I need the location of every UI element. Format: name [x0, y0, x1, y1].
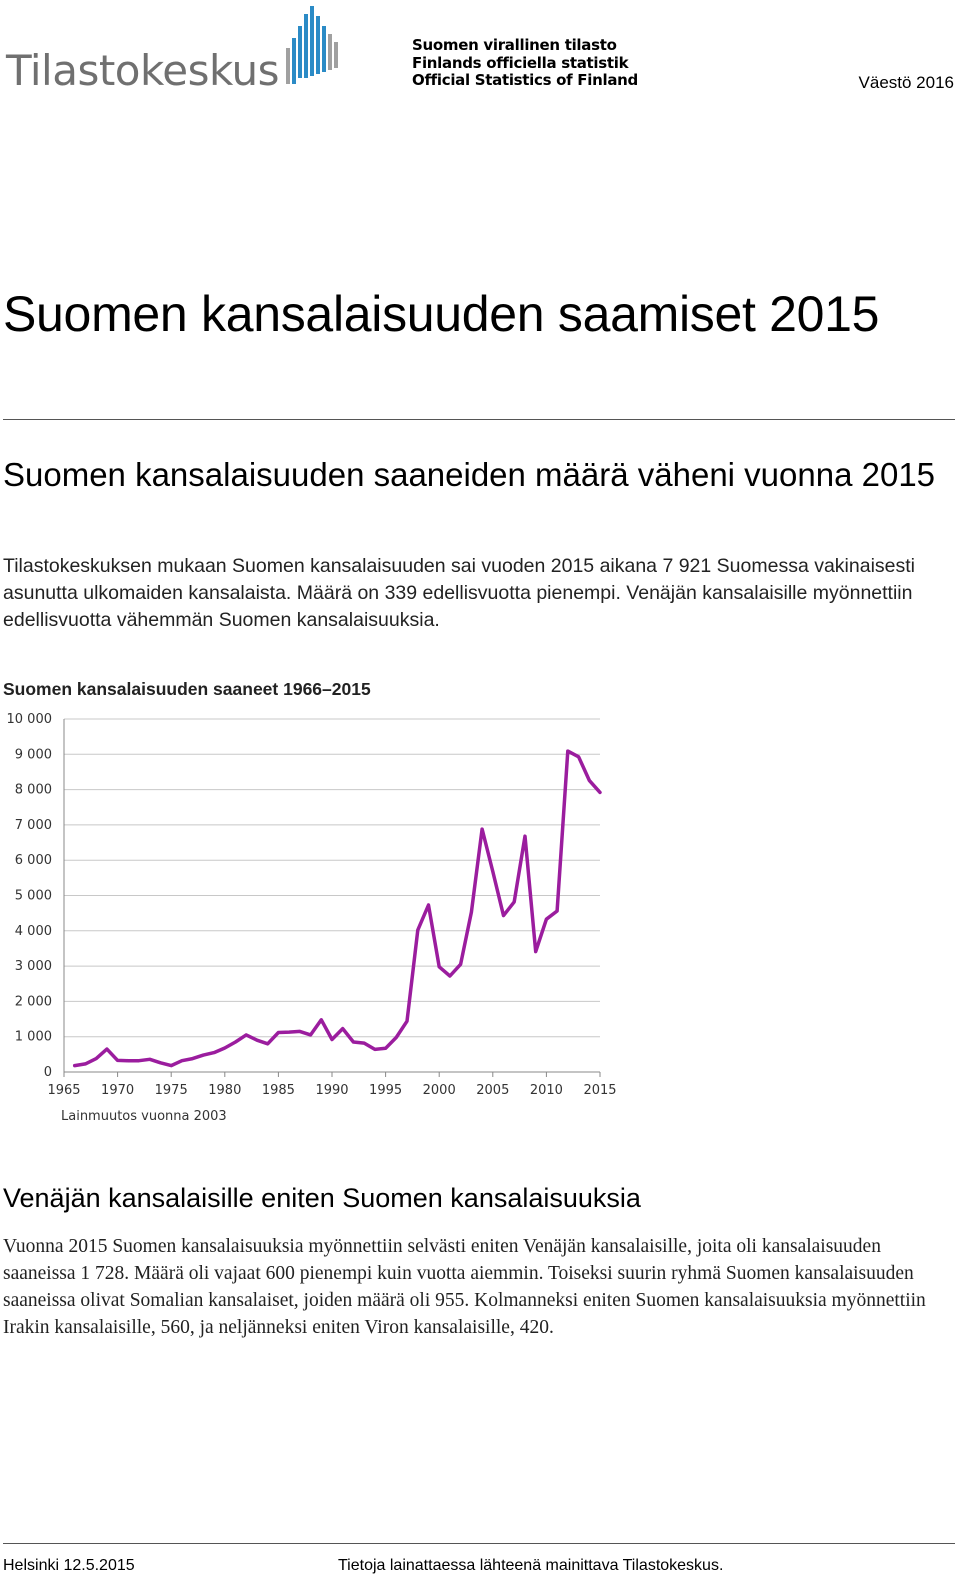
x-tick-label: 1970 — [101, 1083, 135, 1098]
y-tick-label: 8 000 — [14, 782, 52, 798]
x-tick-label: 2005 — [476, 1083, 510, 1098]
page-title: Suomen kansalaisuuden saamiset 2015 — [3, 286, 880, 342]
official-line-en: Official Statistics of Finland — [412, 71, 638, 89]
x-tick-label: 1975 — [154, 1083, 188, 1098]
x-tick-label: 1965 — [47, 1083, 81, 1098]
page-header — [0, 0, 960, 110]
x-tick-label: 1985 — [261, 1083, 295, 1098]
y-tick-label: 7 000 — [14, 817, 52, 833]
logo-wordmark: Tilastokeskus — [6, 46, 280, 95]
y-tick-label: 10 000 — [6, 712, 52, 727]
series-label: Väestö 2016 — [858, 73, 954, 92]
x-tick-label: 1995 — [369, 1083, 403, 1098]
y-tick-label: 5 000 — [14, 888, 52, 904]
lead-paragraph: Tilastokeskuksen mukaan Suomen kansalaisuuden sai vuoden 2015 aikana 7 921 Suomessa vakinaisesti asunutta ulkomaiden kansalaista. Määrä on 339 edellisvuotta pienempi. Venäjän kansalaisille myönnettiin edellisvuotta vähemmän Suomen kansalaisuuksia. — [3, 555, 916, 631]
chart-canvas — [0, 712, 640, 1142]
y-tick-label: 2 000 — [14, 994, 52, 1010]
official-line-fi: Suomen virallinen tilasto — [412, 36, 617, 54]
x-tick-label: 1980 — [208, 1083, 242, 1098]
tilastokeskus-logo — [6, 4, 336, 94]
footer-source-note: Tietoja lainattaessa lähteenä mainittava Tilastokeskus. — [338, 1557, 724, 1574]
y-tick-label: 9 000 — [14, 747, 52, 763]
bar-graph-logo-icon — [284, 4, 344, 88]
y-tick-label: 6 000 — [14, 853, 52, 869]
footer-divider — [3, 1543, 955, 1544]
chart-title: Suomen kansalaisuuden saaneet 1966–2015 — [3, 679, 371, 699]
section-heading-russia: Venäjän kansalaisille eniten Suomen kansalaisuuksia — [3, 1183, 641, 1213]
x-tick-label: 1990 — [315, 1083, 349, 1098]
citizenship-line-chart — [0, 712, 640, 1142]
body-paragraph: Vuonna 2015 Suomen kansalaisuuksia myönnettiin selvästi eniten Venäjän kansalaisille, joita oli kansalaisuuden saaneissa 1 728. Määrä oli vajaat 600 pienempi kuin vuotta aiemmin. Toiseksi suurin ryhmä Suomen kansalaisuuden saaneissa olivat Somalian kansalaiset, joiden määrä oli 955. Kolmanneksi eniten Suomen kansalaisuuksia myönnettiin Irakin kansalaisille, 560, ja neljänneksi eniten Viron kansalaisille, 420. — [3, 1236, 926, 1338]
y-tick-label: 4 000 — [14, 923, 52, 939]
x-tick-label: 2010 — [529, 1083, 563, 1098]
x-tick-label: 2015 — [583, 1083, 617, 1098]
series-line — [75, 751, 600, 1066]
official-line-sv: Finlands officiella statistik — [412, 53, 629, 72]
y-tick-label: 1 000 — [14, 1029, 52, 1045]
y-tick-label: 0 — [43, 1065, 52, 1080]
official-statistics-label — [412, 37, 638, 90]
x-tick-label: 2000 — [422, 1083, 456, 1098]
title-divider — [3, 419, 955, 420]
chart-annotation: Lainmuutos vuonna 2003 — [61, 1109, 227, 1124]
footer-place-date: Helsinki 12.5.2015 — [3, 1557, 135, 1574]
y-tick-label: 3 000 — [14, 959, 52, 975]
section-heading-decrease: Suomen kansalaisuuden saaneiden määrä väheni vuonna 2015 — [3, 456, 936, 493]
